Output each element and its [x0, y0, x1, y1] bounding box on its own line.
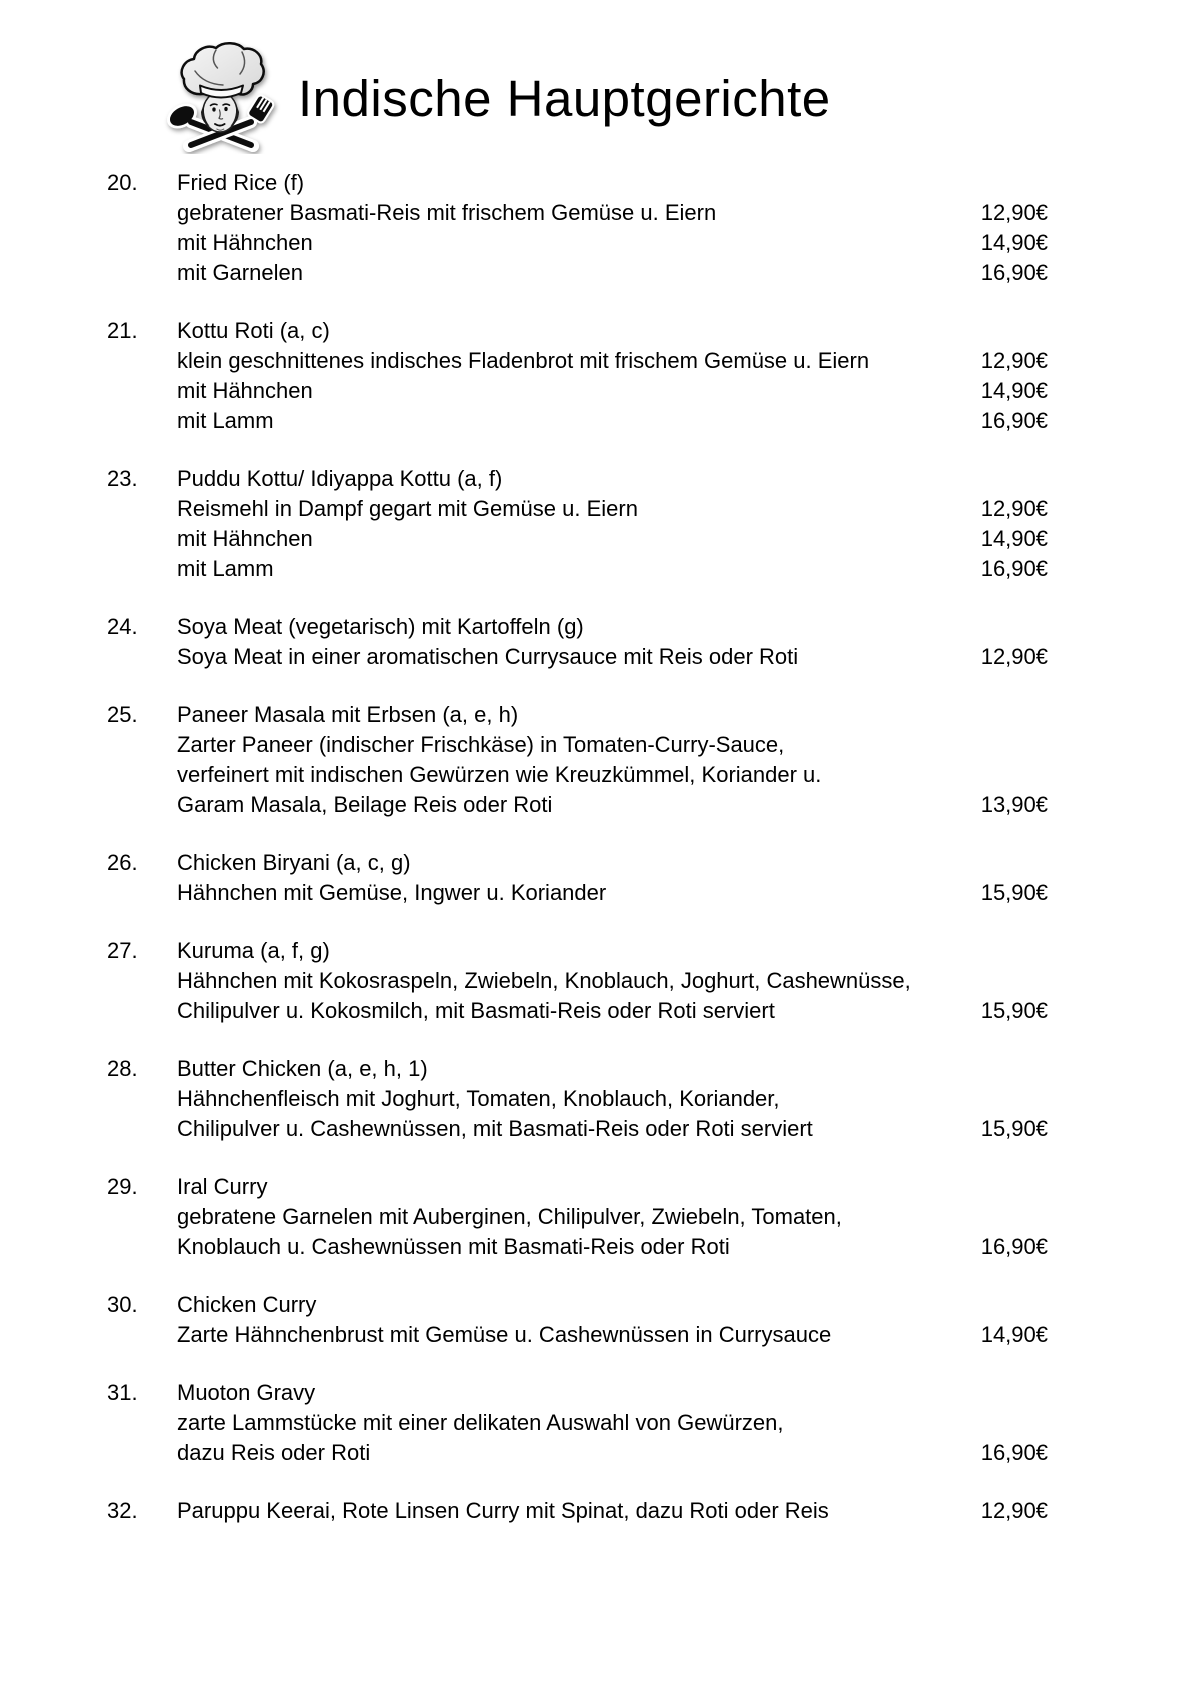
item-lines: [177, 494, 1048, 584]
item-lines: [177, 878, 1048, 908]
line-price: 15,90€: [980, 998, 1048, 1023]
line-price: 14,90€: [980, 378, 1048, 403]
item-number: 23.: [107, 466, 138, 491]
item-number: 20.: [107, 170, 138, 195]
line-text: Hähnchen mit Kokosraspeln, Zwiebeln, Knoblauch, Joghurt, Cashewnüsse,: [177, 968, 911, 993]
line-price: 16,90€: [980, 1440, 1048, 1465]
line-text: Chilipulver u. Cashewnüssen, mit Basmati-Reis oder Roti serviert: [177, 1116, 813, 1141]
item-line: [177, 760, 1048, 790]
line-text: Zarter Paneer (indischer Frischkäse) in Tomaten-Curry-Sauce,: [177, 732, 785, 757]
line-price: 14,90€: [980, 230, 1048, 255]
item-line: [177, 996, 1048, 1026]
menu-item: [107, 700, 1048, 820]
item-number: 30.: [107, 1292, 138, 1317]
line-text: mit Hähnchen: [177, 378, 313, 403]
line-price: 12,90€: [980, 348, 1048, 373]
line-text: mit Hähnchen: [177, 230, 313, 255]
line-text: Chilipulver u. Kokosmilch, mit Basmati-Reis oder Roti serviert: [177, 998, 775, 1023]
item-body: [177, 464, 1048, 584]
item-lines: [177, 966, 1048, 1026]
item-name: Muoton Gravy: [177, 1380, 316, 1405]
item-lines: [177, 198, 1048, 288]
item-name: Kottu Roti (a, c): [177, 318, 330, 343]
item-name: Chicken Biryani (a, c, g): [177, 850, 411, 875]
menu-item: [107, 168, 1048, 288]
menu-item: [107, 1290, 1048, 1350]
item-name-line: [177, 168, 1048, 198]
line-text: Knoblauch u. Cashewnüssen mit Basmati-Reis oder Roti: [177, 1234, 730, 1259]
line-text: zarte Lammstücke mit einer delikaten Auswahl von Gewürzen,: [177, 1410, 784, 1435]
item-body: [177, 936, 1048, 1026]
item-line: [177, 554, 1048, 584]
line-price: 12,90€: [980, 200, 1048, 225]
item-name-line: [177, 1054, 1048, 1084]
menu-item: [107, 1172, 1048, 1262]
menu-item: [107, 1496, 1048, 1526]
item-body: [177, 1290, 1048, 1350]
item-line: [177, 1114, 1048, 1144]
line-text: Hähnchen mit Gemüse, Ingwer u. Koriander: [177, 880, 607, 905]
item-line: [177, 966, 1048, 996]
chef-logo-icon: [160, 42, 282, 154]
line-text: klein geschnittenes indisches Fladenbrot mit frischem Gemüse u. Eiern: [177, 348, 870, 373]
line-text: Zarte Hähnchenbrust mit Gemüse u. Cashewnüssen in Currysauce: [177, 1322, 832, 1347]
item-body: [177, 700, 1048, 820]
line-text: gebratene Garnelen mit Auberginen, Chilipulver, Zwiebeln, Tomaten,: [177, 1204, 842, 1229]
item-name-line: [177, 700, 1048, 730]
menu-item: [107, 612, 1048, 672]
line-price: 15,90€: [980, 1116, 1048, 1141]
line-price: 12,90€: [980, 496, 1048, 521]
item-name: Kuruma (a, f, g): [177, 938, 330, 963]
item-body: [177, 1378, 1048, 1468]
item-name-price: 12,90€: [980, 1498, 1048, 1523]
item-name: Chicken Curry: [177, 1292, 317, 1317]
page-header: [160, 42, 831, 154]
item-lines: [177, 730, 1048, 820]
item-name-line: [177, 848, 1048, 878]
line-text: mit Lamm: [177, 408, 274, 433]
item-name: Butter Chicken (a, e, h, 1): [177, 1056, 428, 1081]
line-text: mit Hähnchen: [177, 526, 313, 551]
line-price: 13,90€: [980, 792, 1048, 817]
line-price: 16,90€: [980, 1234, 1048, 1259]
line-price: 12,90€: [980, 644, 1048, 669]
menu-item: [107, 464, 1048, 584]
item-body: [177, 168, 1048, 288]
item-line: [177, 1084, 1048, 1114]
item-line: [177, 878, 1048, 908]
line-text: Hähnchenfleisch mit Joghurt, Tomaten, Knoblauch, Koriander,: [177, 1086, 780, 1111]
menu-item: [107, 848, 1048, 908]
line-price: 14,90€: [980, 1322, 1048, 1347]
line-text: Soya Meat in einer aromatischen Currysauce mit Reis oder Roti: [177, 644, 799, 669]
item-number: 27.: [107, 938, 138, 963]
item-name-line: [177, 316, 1048, 346]
page-title: Indische Hauptgerichte: [298, 69, 831, 127]
item-body: [177, 1054, 1048, 1144]
item-number: 31.: [107, 1380, 138, 1405]
item-line: [177, 790, 1048, 820]
item-name-line: [177, 1496, 1048, 1526]
item-name: Fried Rice (f): [177, 170, 305, 195]
item-name-line: [177, 936, 1048, 966]
item-name: Paruppu Keerai, Rote Linsen Curry mit Spinat, dazu Roti oder Reis: [177, 1498, 829, 1523]
line-text: mit Lamm: [177, 556, 274, 581]
item-body: [177, 1496, 1048, 1526]
item-name-line: [177, 464, 1048, 494]
item-name-line: [177, 1290, 1048, 1320]
item-lines: [177, 1320, 1048, 1350]
item-line: [177, 494, 1048, 524]
line-text: Garam Masala, Beilage Reis oder Roti: [177, 792, 553, 817]
item-number: 26.: [107, 850, 138, 875]
item-line: [177, 1438, 1048, 1468]
line-text: verfeinert mit indischen Gewürzen wie Kreuzkümmel, Koriander u.: [177, 762, 822, 787]
item-number: 32.: [107, 1498, 138, 1523]
item-name-line: [177, 1378, 1048, 1408]
item-line: [177, 642, 1048, 672]
item-line: [177, 1232, 1048, 1262]
item-line: [177, 228, 1048, 258]
line-price: 14,90€: [980, 526, 1048, 551]
item-line: [177, 198, 1048, 228]
line-text: Reismehl in Dampf gegart mit Gemüse u. Eiern: [177, 496, 638, 521]
line-text: mit Garnelen: [177, 260, 303, 285]
item-lines: [177, 1202, 1048, 1262]
menu-item: [107, 936, 1048, 1026]
item-name: Soya Meat (vegetarisch) mit Kartoffeln (g): [177, 614, 584, 639]
item-lines: [177, 1408, 1048, 1468]
item-body: [177, 316, 1048, 436]
item-number: 24.: [107, 614, 138, 639]
menu-item: [107, 316, 1048, 436]
item-body: [177, 1172, 1048, 1262]
item-number: 21.: [107, 318, 138, 343]
item-name: Iral Curry: [177, 1174, 268, 1199]
line-text: dazu Reis oder Roti: [177, 1440, 371, 1465]
item-line: [177, 524, 1048, 554]
item-lines: [177, 642, 1048, 672]
item-line: [177, 1202, 1048, 1232]
item-name: Puddu Kottu/ Idiyappa Kottu (a, f): [177, 466, 503, 491]
line-price: 16,90€: [980, 408, 1048, 433]
line-text: gebratener Basmati-Reis mit frischem Gemüse u. Eiern: [177, 200, 717, 225]
line-price: 16,90€: [980, 260, 1048, 285]
item-number: 29.: [107, 1174, 138, 1199]
item-line: [177, 258, 1048, 288]
item-body: [177, 848, 1048, 908]
item-line: [177, 406, 1048, 436]
line-price: 15,90€: [980, 880, 1048, 905]
item-line: [177, 1408, 1048, 1438]
item-line: [177, 376, 1048, 406]
menu-item: [107, 1054, 1048, 1144]
line-price: 16,90€: [980, 556, 1048, 581]
item-lines: [177, 346, 1048, 436]
item-line: [177, 730, 1048, 760]
item-name-line: [177, 612, 1048, 642]
item-lines: [177, 1084, 1048, 1144]
item-number: 25.: [107, 702, 138, 727]
item-body: [177, 612, 1048, 672]
item-line: [177, 346, 1048, 376]
item-number: 28.: [107, 1056, 138, 1081]
item-line: [177, 1320, 1048, 1350]
menu-list: [107, 168, 1048, 1554]
item-name-line: [177, 1172, 1048, 1202]
menu-item: [107, 1378, 1048, 1468]
item-name: Paneer Masala mit Erbsen (a, e, h): [177, 702, 519, 727]
